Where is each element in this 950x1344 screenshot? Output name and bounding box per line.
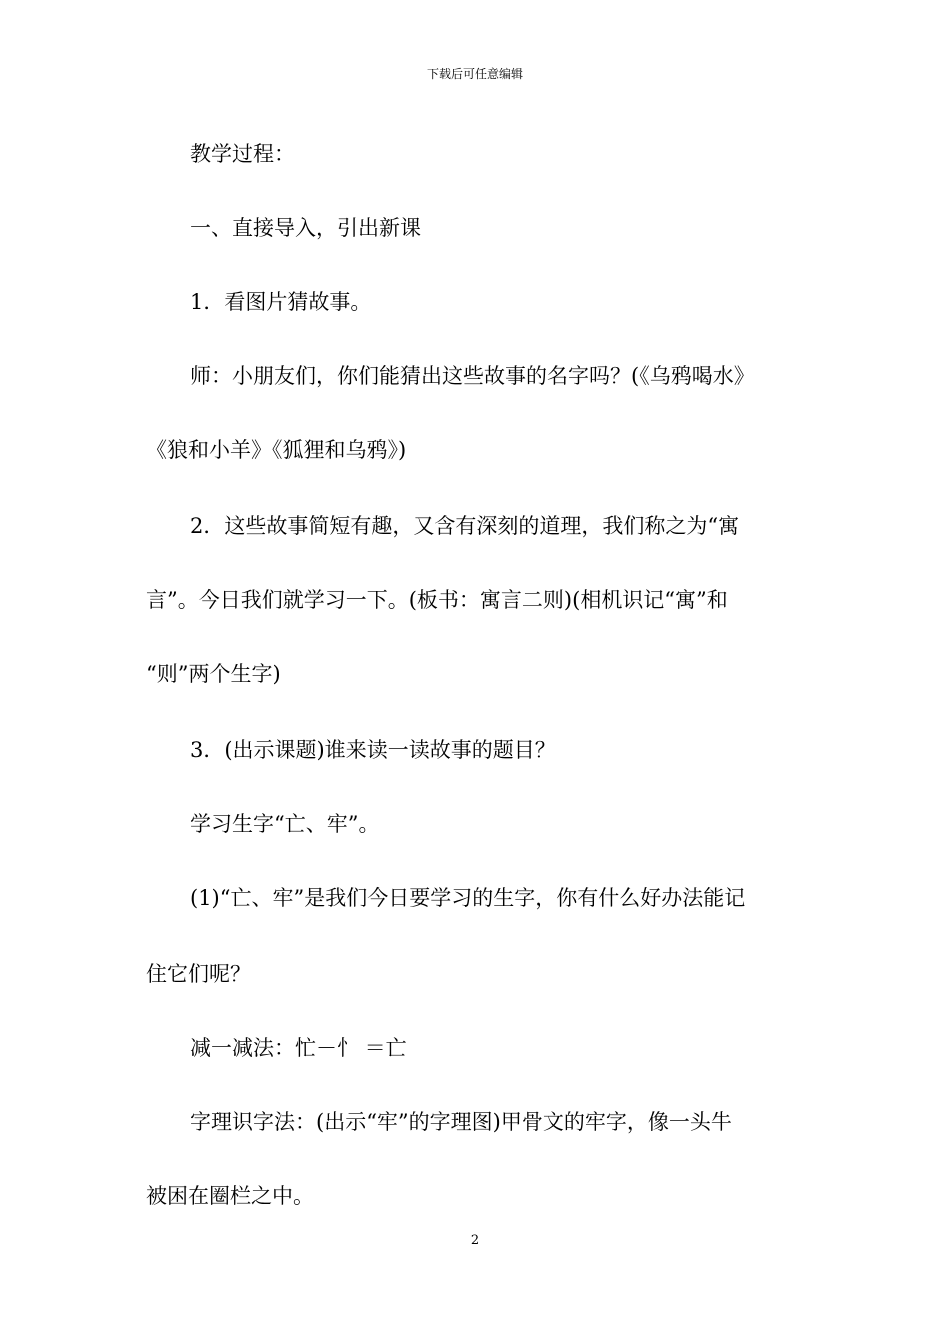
paragraph-line: 被困在圈栏之中。 (146, 1184, 314, 1208)
paragraph-line: (1)“亡、牢”是我们今日要学习的生字，你有什么好办法能记 (190, 886, 746, 910)
page-header: 下载后可任意编辑 (426, 67, 523, 81)
paragraph-line: 言”。今日我们就学习一下。(板书：寓言二则)(相机识记“寓”和 (146, 588, 728, 612)
section-heading-introduction: 一、直接导入，引出新课 (190, 216, 421, 240)
paragraph-line: 3．(出示课题)谁来读一读故事的题目？ (190, 738, 556, 762)
paragraph-line: 《狼和小羊》《狐狸和乌鸦》) (146, 438, 407, 462)
paragraph-heading-teaching-process: 教学过程： (190, 142, 295, 166)
paragraph-line: 学习生字“亡、牢”。 (190, 812, 380, 836)
paragraph-line: 1．看图片猜故事。 (190, 290, 372, 314)
paragraph-line: 住它们呢？ (146, 962, 251, 986)
paragraph-line: 2．这些故事简短有趣，又含有深刻的道理，我们称之为“寓 (190, 514, 740, 538)
paragraph-line: 减一减法：忙－忄 ＝亡 (190, 1036, 407, 1060)
page-number: 2 (470, 1233, 480, 1248)
paragraph-line: 字理识字法：(出示“牢”的字理图)甲骨文的牢字，像一头牛 (190, 1110, 732, 1134)
paragraph-line: “则”两个生字) (146, 662, 281, 686)
paragraph-line: 师：小朋友们，你们能猜出这些故事的名字吗？(《乌鸦喝水》 (190, 364, 755, 388)
